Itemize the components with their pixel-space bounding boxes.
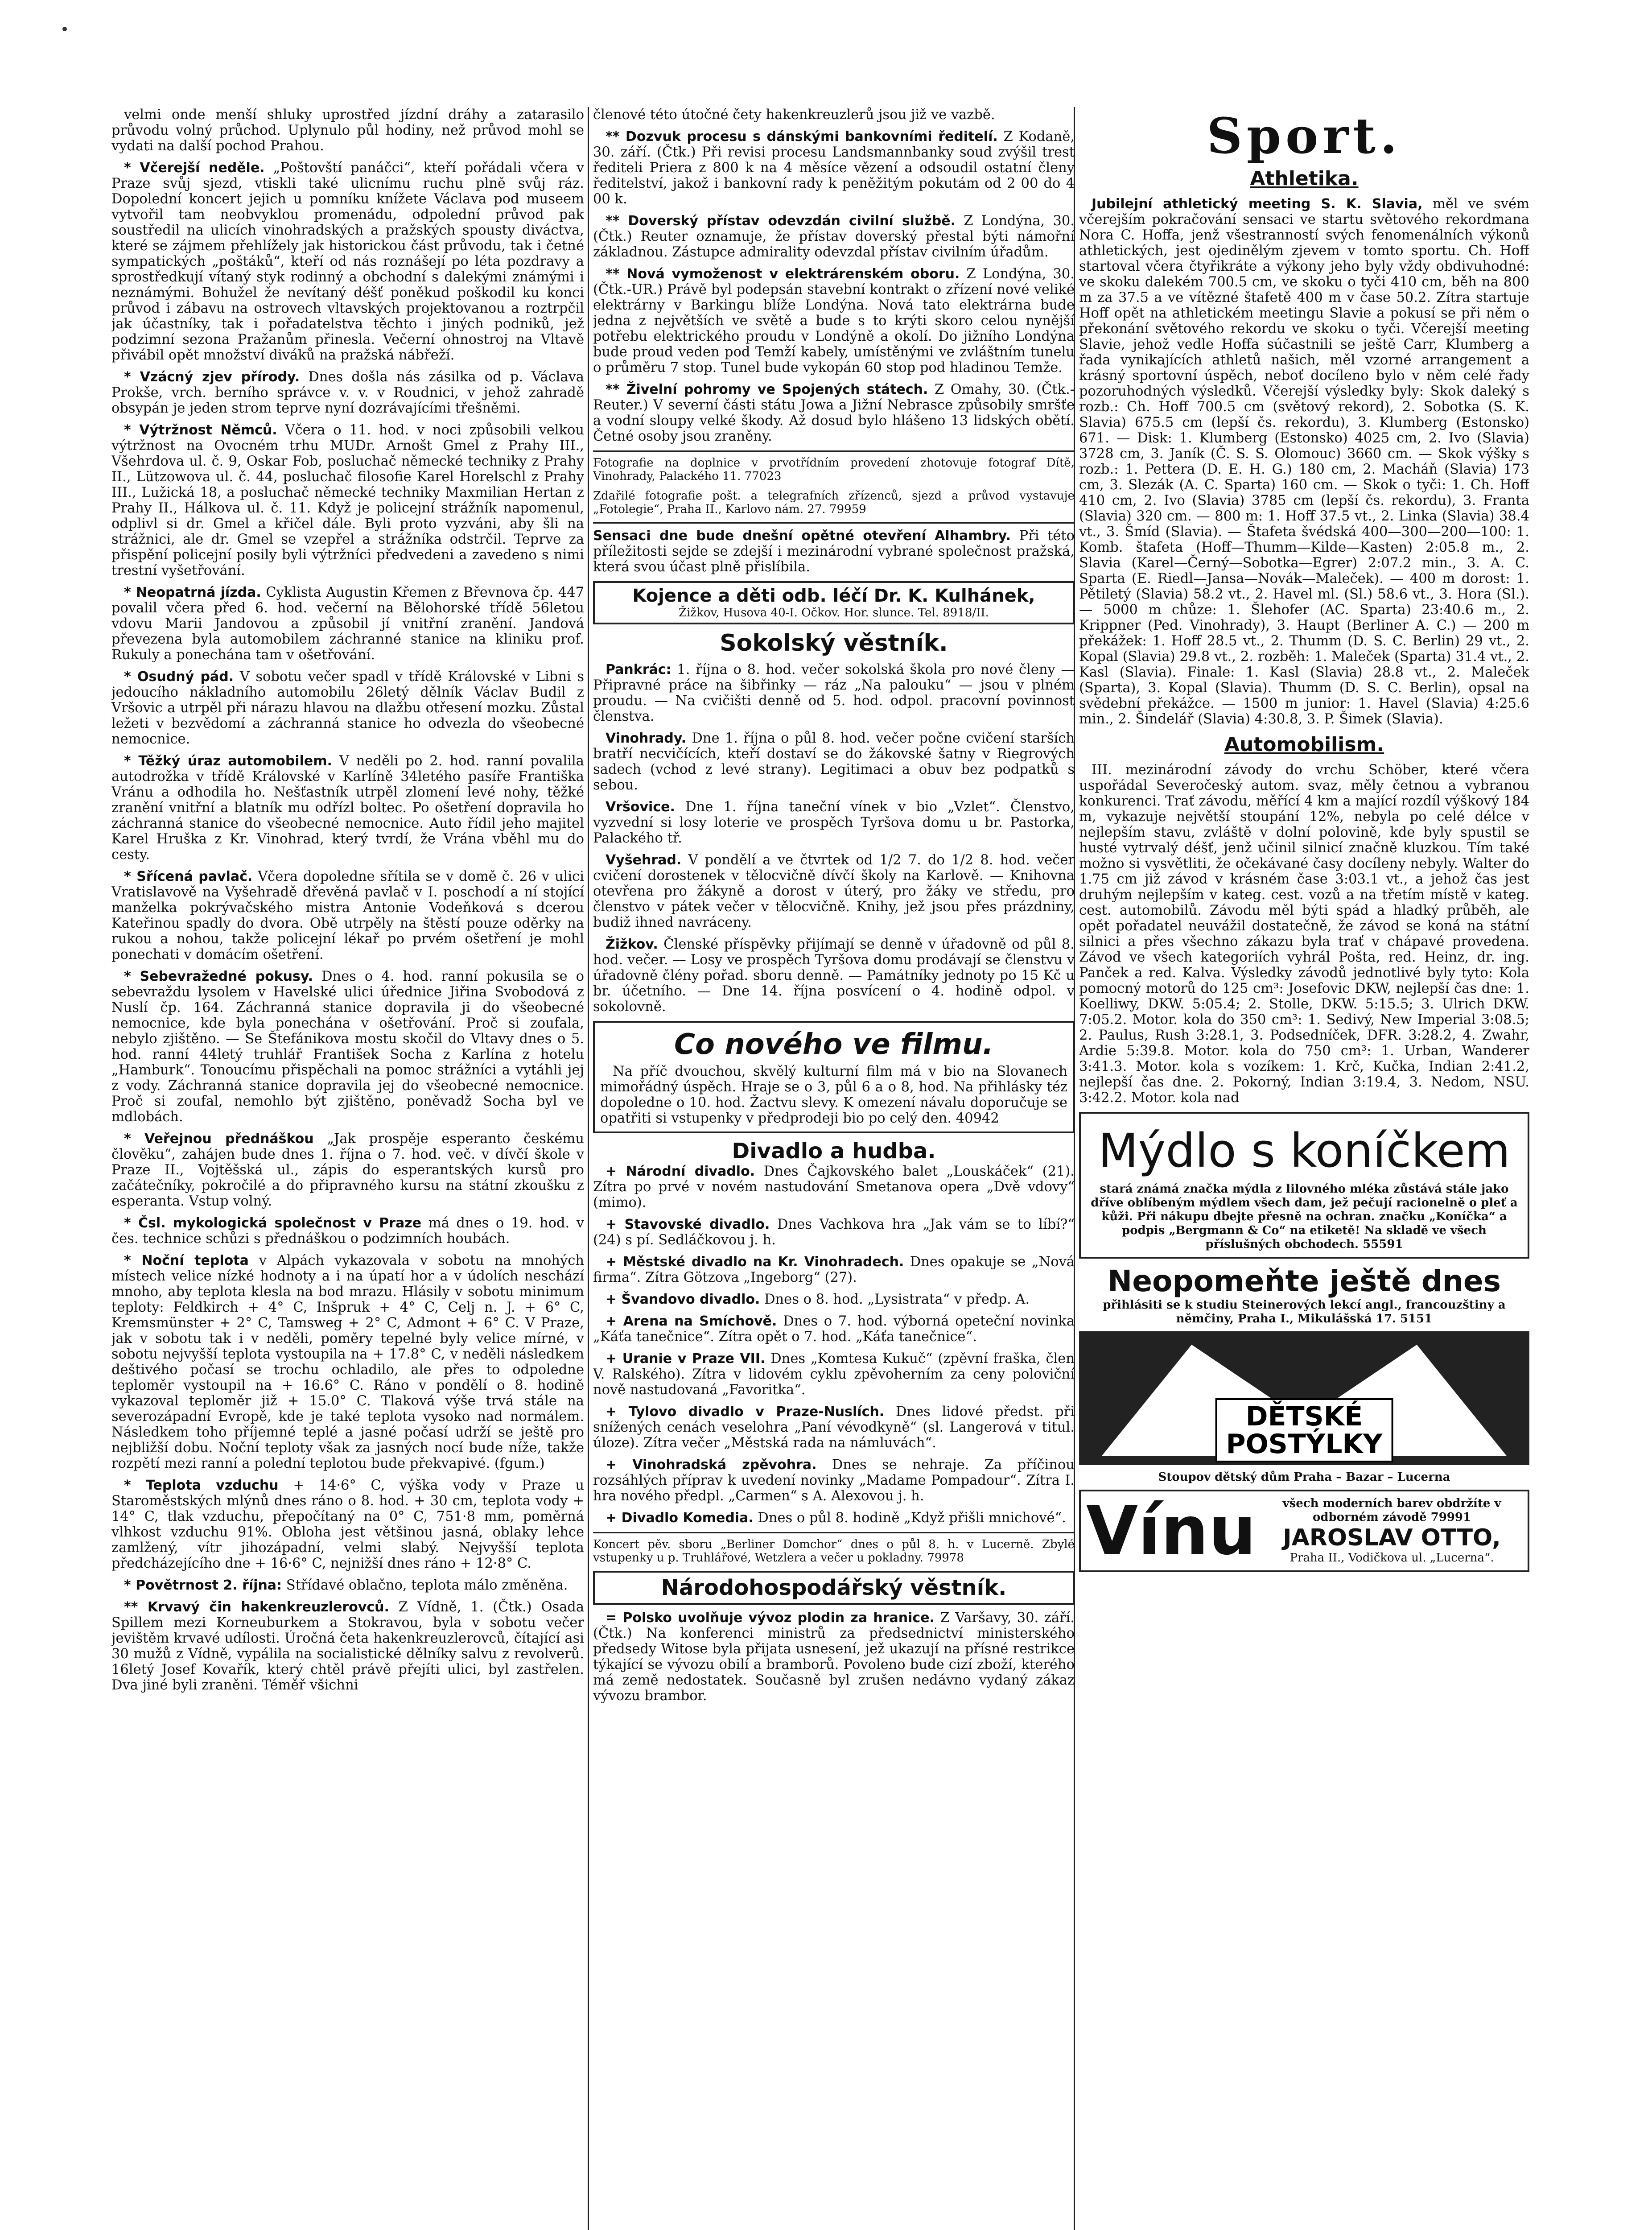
article-headline: * Včerejší neděle. [124, 160, 265, 176]
left-column [111, 107, 584, 2230]
theater-item [593, 1404, 1075, 1451]
section-subtitle-automobilism: Automobilism. [1224, 733, 1384, 756]
ad-headline [1215, 1398, 1393, 1462]
item-headline: Vinohrady. [606, 731, 687, 746]
article-prednaska [111, 1131, 584, 1209]
article-elektrarna [593, 266, 1075, 376]
article-headline: * Čsl. mykologická společnost v Praze [124, 1215, 422, 1231]
ad-alhambra [593, 528, 1075, 575]
item-headline: + Divadlo Komedia. [606, 1510, 754, 1526]
item-text: Dnes opakuje se „Nová firma“. Zítra Götzova „Ingeborg“ (27). [593, 1254, 1075, 1285]
section-title-narodohospodarsky: Národohospodářský věstník. [661, 1575, 1007, 1600]
section-title-sport: Sport. [1207, 107, 1402, 165]
article-neopatrna-jizda [111, 585, 584, 663]
item-text: Dnes Vachkova hra „Jak vám se to líbí?“ (24) s pí. Sedláčkovou j. h. [593, 1217, 1075, 1248]
separator [593, 522, 1075, 524]
article-headline: ** Krvavý čin hakenkreuzlerovců. [124, 1599, 389, 1615]
item-text: Dnes o 8. hod. „Lysistrata“ v předp. A. [764, 1292, 1030, 1307]
article-headline: * Osudný pád. [124, 669, 234, 685]
article-text: Včera dopoledne sřítila se v domě č. 26 v ulici Vratislavově na Vyšehradě dřevěná pavlač v I. poschodí a ní stojící manželka pokrývačského mistra Antonie Vodeňková s dcerou Kateřinou spadly do dvora. Obě utrpěly na štěstí pouze oděrky na rukou a nohou, takže policejní lékař po prvém ošetření je mohl ponechati v domácím ošetření. [111, 869, 584, 962]
article-text: V sobotu večer spadl v třídě Královské v Libni s jedoucího nákladního automobilu 26letý dělník Václav Budil z Vršovic a utrpěl při nárazu hlavou na dlažbu otřesení mozku. Zůstal ležeti v bezvědomí a záchranná stanice ho odvezla do všeobecné nemocnice. [111, 669, 584, 747]
item-text: Dnes lidové předst. při snížených cenách veselohra „Paní vévodkyně“ (sl. Langerová v titul. úloze). Zítra večer „Městská rada na námluvách“. [593, 1404, 1075, 1451]
article-continuation [111, 107, 584, 154]
article-headline: = Polsko uvolňuje vývoz plodin za hranice. [606, 1610, 935, 1626]
article-headline: * Neopatrná jízda. [124, 585, 261, 600]
item-headline: Pankrác: [606, 662, 672, 677]
article-text: „Jak prospěje esperanto českému člověku“, zahájen bude dnes 1. října o 7. hod. več. v dívčí škole v Praze II., Vojtěšská ul., zápis do esperantských kursů pro začátečníky, pokročilé a do připravného kursu na státní zkoušku z esperanta. Vstup volný. [111, 1131, 584, 1209]
separator [593, 1532, 1075, 1533]
article-dozvuk [593, 129, 1075, 207]
article-text: Z Omahy, 30. (Čtk.-Reuter.) V severní části státu Jowa a Jižní Nebrasce způsobily smršťe a vodní sloupy velké škody. Až dosud bylo hlášeno 13 lidských obětí. Četné osoby jsou zraněny. [593, 382, 1075, 444]
article-text: v Alpách vykazovala v sobotu na mnohých místech velice nízké hodnoty a i na úpatí hor a v údolích neschází mnoho, aby teplota klesla na bod mrazu. Hlásily v sobotu minimum teploty: Feldkirch + 4° C, Inšpruk + 4° C, Celj n. J. + 6° C, Kremsmünster + 2° C, Tamsweg + 2° C, Admont + 6° C. V Praze, jak v sobotu tak i v neděli, poměry tepelné byly velice mírné, v sobotu nejvyšší teplota vystoupila na + 17.8° C, v neděli následkem deštivého počasí se trochu ochladilo, ale přes to odpoledne teploměr vystoupil na + 16.6° C. Ráno v pondělí o 8. hodině vykazoval teploměr již + 15.0° C. Tlaková výše trvá stále na severozápadní Evropě, kde je také teplota vysoko nad normálem. Následkem toho příjemné teplé a jasné počasí udrží se ještě pro nejbližší dobu. Noční teploty však za jasných nocí bude níže, takže rozpětí mezi ranní a polední teplotou bude překvapivé. (fgum.) [111, 1253, 584, 1471]
section-box-narodohospodarsky [593, 1571, 1075, 1605]
ad-text: stará známá značka mýdla z lilovného mléka zůstává stále jako dříve oblíbeným mýdlem všech dam, jež pečují racionelně o pleť a kůži. Při nákupu dbejte přesně na ochran. značku „Koníčka“ a podpis „Bergmann & Co“ na etiketě! Na skladě ve všech příslušných obchodech. 55591 [1091, 1182, 1518, 1251]
article-text: Střídavé oblačno, teplota málo změněna. [286, 1578, 568, 1593]
theater-item [593, 1351, 1075, 1398]
ad-koncert: Koncert pěv. sboru „Berliner Domchor“ dnes o půl 8. h. v Lucerně. Zbylé vstupenky u p. Truhlářové, Wetzlera a večer u pokladny. 79978 [593, 1538, 1075, 1565]
article-text: velmi onde menší shluky uprostřed jízdní dráhy a zatarasilo průvodu volný průchod. Uplynulo půl hodiny, než průvod mohl se vydati na další pochod Prahou. [111, 107, 584, 154]
ad-company: JAROSLAV OTTO, [1283, 1524, 1501, 1551]
article-continuation [593, 107, 1075, 123]
article-vcerejsi-nedele [111, 160, 584, 363]
item-headline: + Vinohradská zpěvohra. [606, 1457, 817, 1473]
theater-item [593, 1457, 1075, 1504]
article-vytrznost [111, 422, 584, 578]
article-text: Z Varšavy, 30. září. (Čtk.) Na konferenci ministrů za předsednictví ministerského předsedy Witose byla přijata usnesení, jež ukazují na přísné restrikce týkající se vývozu obilí a bramborů. Povoleno bude cizí zboží, kterého má země nedostatek. Současně byl zrušen nedávno vydaný zákaz vývozu brambor. [593, 1610, 1075, 1704]
article-headline: * Povětrnost 2. října: [124, 1578, 282, 1593]
item-text: Dnes o půl 8. hodině „Když přišli mnichové“. [758, 1510, 1066, 1526]
article-headline: * Výtržnost Němců. [124, 422, 277, 438]
article-text: Z Vídně, 1. (Čtk.) Osada Spillem mezi Korneuburkem a Stokravou, byla v sobotu večer jevištěm krvavé udílosti. Úročná četa hakenkreuzlerovců, čítající asi 30 mužů z Vídně, vypálila na socialistické dělníky salvu z revolverů. 16letý Josef Kovařík, který chtěl právě přejíti ulici, byl zastřelen. Dva jiné byli zraněni. Téměř všichni [111, 1599, 584, 1693]
item-headline: + Arena na Smíchově. [606, 1313, 777, 1329]
article-headline: * Sřícená pavlač. [124, 869, 253, 884]
ad-text: přihlásiti se k studiu Steinerových lekcí angl., francouzštiny a němčiny, Praha I., Mikulášská 17. 5151 [1103, 1298, 1506, 1326]
ad-headline: Mýdlo s koníčkem [1098, 1123, 1511, 1178]
article-text: III. mezinárodní závody do vrchu Schöber, které včera uspořádal Severočeský autom. svaz, měly četnou a vybranou konkurenci. Trať závodu, měřící 4 km a mající rozdíl výškový 184 m, vykazuje největší stoupání 12%, nebyla po celé délce v nejlepším stavu, zvláště v dolní polovině, kde byly spustil se husté vytrvalý déšť, jenž učinil silnicí značně kluzkou. Tím také možno si vysvětliti, že očekávané časy docíleny nebyly. Walter do 1.75 cm již závod v krásném čase 3:03.1 vt., a jehož čas jest druhým nejlepším v kateg. cest. vozů a na třetím místě v kateg. cest. automobilů. Závodu měl býti spád a hladký průběh, ale opět pořadatel neuvážil dostatečně, že závod se koná na státní silnici a přes všechno zákazu byla trať v chápavé provedena. Závod ve všech kategoriích vyhrál Pošta, red. Heinz, dr. ing. Panček a red. Kalva. Výsledky závodů jednotlivé byly tyto: Kola pomocný motorů do 125 cm³: Josefovic DKW, nejlepší čas dne: 1. Koelliwy, DKW. 5:05.4; 2. Stolle, DKW. 5:15.5; 3. Ulrich DKW. 7:05.2. Motor. kola do 350 cm³: 1. Sedivý, New Imperial 3:08.5; 2. Paulus, Rush 3:28.1, 3. Podsedníček, DFR. 3:28.2, 4. Zwahr, Ardie 5:39.8. Motor. kola do 750 cm³: 1. Urban, Wanderer 3:41.3. Motor. kola s vozíkem: 1. Krč, Kučka, Indian 2:41.2, nejlepší čas dne. 2. Pokorný, Indian 3:19.4, 3. Nedom, NSU. 3:42.2. Motor. kola nad [1079, 762, 1529, 1106]
theater-item [593, 1164, 1075, 1210]
section-title-film: Co nového ve filmu. [674, 1028, 993, 1061]
section-title-sokol: Sokolský věstník. [720, 630, 948, 657]
article-povetrnost [111, 1578, 584, 1593]
article-headline: ** Živelní pohromy ve Spojených státech. [606, 382, 928, 397]
theater-item [593, 1313, 1075, 1345]
theater-item [593, 1292, 1075, 1307]
article-teplota-vzduchu [111, 1478, 584, 1571]
article-headline: * Teplota vzduchu [124, 1478, 279, 1493]
article-text: má dnes o 19. hod. v čes. technice schůzi s přednáškou o podzimních houbách. [111, 1215, 584, 1247]
ad-footer: Stoupov dětský dům Praha – Bazar – Lucerna [1158, 1470, 1450, 1484]
article-text: Z Kodaně, 30. září. (Čtk.) Při revisi procesu Landsmannbanky soud zvýšil trest řediteli Priera z 800 k na 4 měsíce vězení a odsoudil ostatní členy ředitelství, jakož i bankovní rady k peněžitým pokutám od 2 00 do 4 00 k. [593, 129, 1075, 207]
ad-neopomente [1079, 1264, 1529, 1326]
article-text: Z Londýna, 30. (Čtk.-UR.) Právě byl podepsán stavební kontrakt o zřízení nové veliké elektrárny v Barkingu blíže Londýna. Nová tato elektrárna bude jedna z největších ve světě a bude s to krýti skoro celou nynější potřebu elektrického proudu v Londýně a okolí. Do jižního Londýna bude proud veden pod Temží kabely, umístěnými ve zvláštním tunelu o průměru 7 stop. Tunel bude vykopán 60 stop pod hladinou Temže. [593, 266, 1075, 376]
article-text: Dnes o 4. hod. ranní pokusila se o sebevraždu lysolem v Havelské ulici úřednice Jiřina Svobodová z Nuslí čp. 164. Záchranná stanice dopravila ji do všeobecné nemocnice, kde byla ponechána v ošetřování. Proč si zoufala, nebylo zjištěno. — Se Štefánikova mostu skočil do Vltavy dnes o 5. hod. ranní 44letý truhlář František Socha z Karlína z hotelu „Hamburk“. Tonoucímu přispěchali na pomoc strážníci a vytáhli jej z vody. Záchranná stanice dopravila jej do všeobecné nemocnice. Proč si zoufal, nemohlo být zjištěno, poněvadž Socha byl ve mdlobách. [111, 969, 584, 1125]
article-meeting-slavia [1079, 196, 1529, 727]
ad-headline: Sensaci dne bude dnešní opětné otevření Alhambry. [593, 528, 1011, 544]
article-text: V neděli po 2. hod. ranní povalila autodrožka v třídě Královské v Karlíně 34letého pasíře Františka Vránu a odhodila ho. Nešťastník utrpěl zlomení levé nohy, těžké zranění vnitřní a blatník mu odřízl boltec. Po ošetření dopravila ho záchranná stanice do všeobecné nemocnice. Auto řídil jeho majitel Karel Hruška z Kr. Vinohrad, který tvrdí, že Vrána vběhl mu do cesty. [111, 753, 584, 863]
ad-headline: Vínu [1086, 1492, 1257, 1570]
ad-text: Žižkov, Husova 40-I. Očkov. Hor. slunce. Tel. 8918/II. [679, 606, 989, 619]
article-text: „Poštovští panáčci“, kteří pořádali včera v Praze svůj sjezd, vtiskli také ulicnímu ruchu plně svůj ráz. Dopolední koncert jejich u pomníku knížete Václava pod museem vytvořil tam neobvyklou promenádu, odpolední průvod pak soustředil na ulicích vinohradských a pražských spousty diváctva, které se zájmem přehlížely jak historickou část průvodu, tak i četné sympatických „poštáků“, kteří od nás roznášejí po léta pozdravy a sprostředkují vítaný styk rodinný a obchodní s dalekými známými i neznámými. Bohužel že nevítaný déšť poněkud poškodil ku konci průvod i zábavu na ostrovech vltavských projektovanou a roztrpčil jak účastníky, tak i pořadatelstva těchto i jiných podniků, jež podzimní sezona Pražanům přinesla. Večerní ohnostroj na Vltavě přivábil opět množství diváků na pražská nábřeží. [111, 160, 584, 363]
article-pohromy [593, 382, 1075, 444]
item-text: V pondělí a ve čtvrtek od 1/2 7. do 1/2 8. hod. večer cvičení dorostenek v tělocvičně dívčí školy na Karlově. — Knihovna otevřena pro žákyně a dorost v úterý, pro žáky ve středu, pro členstvo v pátek večer v tělocvičně. Knihy, jež jsou přes prázdniny, budiž ihned navráceny. [593, 852, 1075, 930]
section-title-divadlo: Divadlo a hudba. [732, 1139, 936, 1164]
article-nocni-teplota [111, 1253, 584, 1471]
film-text: Na příč dvouchou, skvělý kulturní film má v bio na Slovanech mimořádný úspěch. Hraje se o 3, půl 6 a o 8, hod. Na přihlásky téz dopoledne o 10. hod. Žactvu slevy. K omezení návalu doporučuje se opatřiti si vstupenky v předprodeji bio po celý den. 40942 [600, 1064, 1067, 1126]
article-headline: * Veřejnou přednáškou [124, 1131, 314, 1147]
column-rule-left [588, 107, 589, 2230]
ad-text: Zdařilé fotografie pošt. a telegrafních zřízenců, sjezd a průvod vystavuje „Fotolegie“, Praha II., Karlovo nám. 27. 79959 [593, 489, 1075, 516]
middle-column [593, 107, 1075, 2230]
article-osudny-pad [111, 669, 584, 747]
item-headline: + Národní divadlo. [606, 1164, 755, 1179]
sokol-zizkov [593, 937, 1075, 1015]
article-sebevrazedne [111, 969, 584, 1125]
item-headline: + Městské divadlo na Kr. Vinohradech. [606, 1254, 904, 1270]
theater-item [593, 1217, 1075, 1248]
item-text: Dne 1. října taneční vínek v bio „Vzlet“. Členstvo, vyzvední si losy loterie ve prospěch Tyršova domu u br. Pastorka, Palackého tř. [593, 799, 1075, 846]
article-text: měl ve svém včerejším pokračování sensaci ve startu světového rekordmana Nora C. Hoffa, jenž všestranností svých fenomenálních výkonů athletických, jest ojedinělým zjevem v tomto sportu. Ch. Hoff startoval včera čtyřikráte a výkony jeho byly vždy obdivuhodné: ve skoku dalekém 700.5 cm, ve skoku o tyči 410 cm, běh na 800 m za 37.5 a ve vítězné štafetě 400 m v čase 50.2. Zítra startuje Hoff opět na athletickém meetingu Slavie a pokusí se při něm o překonání světového rekordu ve skoku o tyči. Včerejší meeting Slavie, jehož vedle Hoffa súčastnili se ještě Carr, Klumberg a řada vynikajících athletů našich, měl vzorné arrangement a krásný sportovní úspěch, neboť docíleno bylo v něm celé řady pozoruhodných výsledků. Včerejší výsledky byly: Skok daleký s rozb.: Ch. Hoff 700.5 cm (světový rekord), 2. Sobotka (S. K. Slavia) 675.5 cm (lepší čs. rekordu), 3. Klumberg (Estonsko) 671. — Disk: 1. Klumberg (Estonsko) 4025 cm, 2. Ivo (Slavia) 3728 cm, 3. Janík (Č. S. S. Olomouc) 3660 cm. — Skok výšky s rozb.: 1. Pettera (D. E. H. G.) 180 cm, 2. Macháň (Slavia) 173 cm, 3. Slezák (A. C. Sparta) 160 cm. — Skok o tyči: 1. Ch. Hoff 410 cm, 2. Ivo (Slavia) 3785 cm (lepší čs. rekordu), 3. Franta (Slavia) 320 cm. — 800 m: 1. Hoff 37.5 vt., 2. Linka (Slavia) 38.4 vt., 3. Šmíd (Slavia). — Štafeta švédská 400—300—200—100: 1. Komb. štafeta (Hoff—Thumm—Kilde—Kasten) 2:05.8 m., 2. Slavia (Karel—Černý—Sobotka—Egrer) 2:07.2 min., 3. A. C. Sparta (E. Riedl—Jansa—Novák—Maleček). — 400 m dorost: 1. Pětiletý (Slavia) 58.2 vt., 2. Havel ml. (Sl.) 58.6 vt., 3. Hora (Sl.). — 5000 m chůze: 1. Šlehofer (AC. Sparta) 23:40.6 m., 2. Krippner (Ped. Vinohrady), 3. Haupt (Berliner A. C.) — 200 m překážek: 1. Hoff 28.5 vt., 2. Thumm (D. S. C. Berlin) 29 vt., 2. Kopal (Slavia) 29.8 vt., 2. rozběh: 1. Maleček (Sparta) 31.4 vt., 2. Kasl (Slavia). Finale: 1. Kasl (Slavia) 28.8 vt., 2. Maleček (Sparta), 3. Kopal (Slavia). Thumm (D. S. C. Berlin), opsal na svědební překážce. — 1500 m junior: 1. Havel (Slavia) 4:25.6 min., 2. Šindelář (Slavia) 4:30.8, 3. P. Šimek (Slavia). [1079, 196, 1529, 727]
article-zavody-schober [1079, 762, 1529, 1106]
article-headline: ** Doverský přístav odevzdán civilní službě. [606, 213, 956, 229]
article-headline: * Noční teplota [124, 1253, 249, 1268]
ad-fotografie [593, 456, 1075, 483]
item-text: 1. října o 8. hod. večer sokolská škola pro nové členy — Připravné práce na šibřinky — ráz „Na palouku“ — jsou v plném proudu. — Na cvičišti denně od 5. hod. odpol. pracovní povinnost členstva. [593, 662, 1075, 724]
article-text: Z Londýna, 30. (Čtk.) Reuter oznamuje, že přístav doverský přestal býti námořní základnou. Zástupce admirality odevzdal přístav civilním úřadům. [593, 213, 1075, 260]
sokol-vinohrady [593, 731, 1075, 793]
page-speck [62, 27, 67, 31]
article-krvavy-cin [111, 1599, 584, 1693]
ad-headline-line: POSTÝLKY [1226, 1429, 1383, 1460]
article-text: + 14·6° C, výška vody v Praze u Staroměstských mlýnů dnes ráno o 8. hod. + 30 cm, teplota vody + 14° C, tlak vzduchu, přepočítaný na 0° C, 751·8 mm, poměrná vlhkost vzduchu 91%. Obloha jest většinou jasná, oblaky lehce zamlžený, vítr jihozápadní, velmi slabý. Nejvyšší teplota předcházejícího dne + 16·6° C, nejnižší dnes ráno + 12·8° C. [111, 1478, 584, 1571]
item-headline: + Švandovo divadlo. [606, 1292, 760, 1307]
article-text: Dnes došla nás zásilka od p. Václava Prokše, vrch. berního správce v. v. v Roudnici, v jehož zahradě obsypán je jeden strom teprve nyní dozrávajícími třešněmi. [111, 369, 584, 416]
ad-address: Praha II., Vodičkova ul. „Lucerna“. [1289, 1551, 1494, 1565]
ad-headline: Neopomeňte ještě dnes [1108, 1264, 1501, 1298]
item-text: Dnes Čajkovského balet „Louskáček“ (21). Zítra po prvé v novém nastudování Smetanova opera „Dvě vdovy“ (mimo). [593, 1164, 1075, 1210]
article-tezky-uraz [111, 753, 584, 863]
article-headline: Jubilejní athletický meeting S. K. Slavia, [1092, 196, 1423, 212]
ad-text: Při této příležitosti sejde se zdejší i mezinárodní vybrané společnost pražská, která svou účast plně přislíbila. [593, 528, 1075, 575]
item-headline: + Tylovo divadlo v Praze-Nuslích. [606, 1404, 885, 1420]
article-text: Cyklista Augustin Křemen z Břevnova čp. 447 povalil včera před 6. hod. večerní na Bělohorské třídě 56letou vdovu Marii Jandovou a způsobil jí vnitřní zranění. Jandová převezena byla automobilem záchranné stanice na kliniku prof. Rukuly a ponechána tam v ošetřování. [111, 585, 584, 663]
sokol-vysehrad [593, 852, 1075, 930]
item-headline: + Uranie v Praze VII. [606, 1351, 766, 1367]
article-headline: * Vzácný zjev přírody. [124, 369, 300, 385]
section-subtitle-athletika: Athletika. [1250, 167, 1359, 190]
article-zricena-pavlac [111, 869, 584, 962]
theater-item [593, 1510, 1075, 1526]
article-headline: * Sebevražedné pokusy. [124, 969, 313, 984]
separator [593, 450, 1075, 452]
item-text: Dnes se nehraje. Za příčinou rozsáhlých příprav k uvedení novinky „Madame Pompadour“. Zítra I. hra nového předpl. „Carmen“ s A. Alexovou j. h. [593, 1457, 1075, 1504]
sokol-pankrac [593, 662, 1075, 724]
ad-mydlo [1079, 1112, 1529, 1259]
article-mykologicka [111, 1215, 584, 1247]
item-headline: Vršovice. [606, 799, 675, 815]
ad-text: Fotografie na doplnice v prvotřídním provedení zhotovuje fotograf Dítě, Vinohrady, Palackého 11. 77023 [593, 456, 1075, 483]
item-headline: Žižkov. [606, 937, 658, 952]
item-headline: Vyšehrad. [606, 852, 682, 868]
article-headline: ** Dozvuk procesu s dánskými bankovními ředitelí. [606, 129, 998, 145]
ad-postylky [1079, 1331, 1529, 1465]
sokol-vrsovice [593, 799, 1075, 846]
ad-text: všech moderních barev obdržíte v odborném závodě 79991 [1282, 1497, 1501, 1524]
theater-item [593, 1254, 1075, 1285]
item-text: Členské příspěvky přijímají se denně v úřadovně od půl 8. hod. večer. — Losy ve prospěch Tyršova domu prodávají se členstvu v úřadovně člény pořad. sboru denně. — Památníky jednoty po 15 Kč u br. účetního. — Dne 14. října posvícení o 4. hodině odpol. v sokolovně. [593, 937, 1075, 1015]
item-text: Dne 1. října o půl 8. hod. večer počne cvičení starších bratří necvičících, kteří dostaví se do žákovské šatny v Riegrových sadech (vchod z levé strany). Legitimaci a obuv bez podpatků s sebou. [593, 731, 1075, 793]
item-text: Dnes „Komtesa Kukuč“ (zpěvní fraška, člen V. Ralského). Zítra v lidovém cyklu zpěvoherním za ceny poloviční nově nastudovaná „Favoritka“. [593, 1351, 1075, 1398]
article-polsko [593, 1610, 1075, 1704]
ad-zdarile-fotografie [593, 489, 1075, 516]
article-headline: ** Nová vymoženost v elektrárenském oboru. [606, 266, 960, 282]
article-text: členové této útočné čety hakenkreuzlerů jsou již ve vazbě. [593, 107, 995, 123]
article-text: Včera o 11. hod. v noci způsobili velkou výtržnost na Ovocném trhu MUDr. Arnošt Gmel z Prahy III., Všehrdova ul. č. 9, Oskar Fob, posluchač německé techniky z Prahy II., Lützowova ul. č. 44, posluchač filosofie Karel Horelschl z Prahy III., Lužická 18, a posluchač německé techniky Maxmilian Hertan z Prahy II., Hálkova ul. č. 11. Když je policejní strážník napomenul, odplivl si dr. Gmel a křičel dále. Byli proto vyzváni, aby šli na strážnici, ale dr. Gmel se vzepřel a strážníka odstrčil. Teprve za přispění policejní posily byli výtržníci předvedeni a zavedeno s nimi trestní vyšetřování. [111, 422, 584, 578]
item-text: Dnes o 7. hod. výborná opeteční novinka „Káťa tanečnice“. Zítra opět o 7. hod. „Káťa tanečnice“. [593, 1313, 1075, 1345]
article-dover [593, 213, 1075, 260]
ad-vinu [1079, 1490, 1529, 1572]
article-vzacny-zjev [111, 369, 584, 416]
ad-body [1261, 1497, 1522, 1565]
ad-headline: Kojence a děti odb. léčí Dr. K. Kulhánek, [632, 586, 1035, 606]
article-headline: * Těžký úraz automobilem. [124, 753, 332, 769]
film-box [593, 1021, 1075, 1133]
ad-headline-line: DĚTSKÉ [1245, 1401, 1363, 1432]
ad-kulhanek [593, 581, 1075, 624]
item-headline: + Stavovské divadlo. [606, 1217, 770, 1232]
right-column [1079, 107, 1529, 2230]
